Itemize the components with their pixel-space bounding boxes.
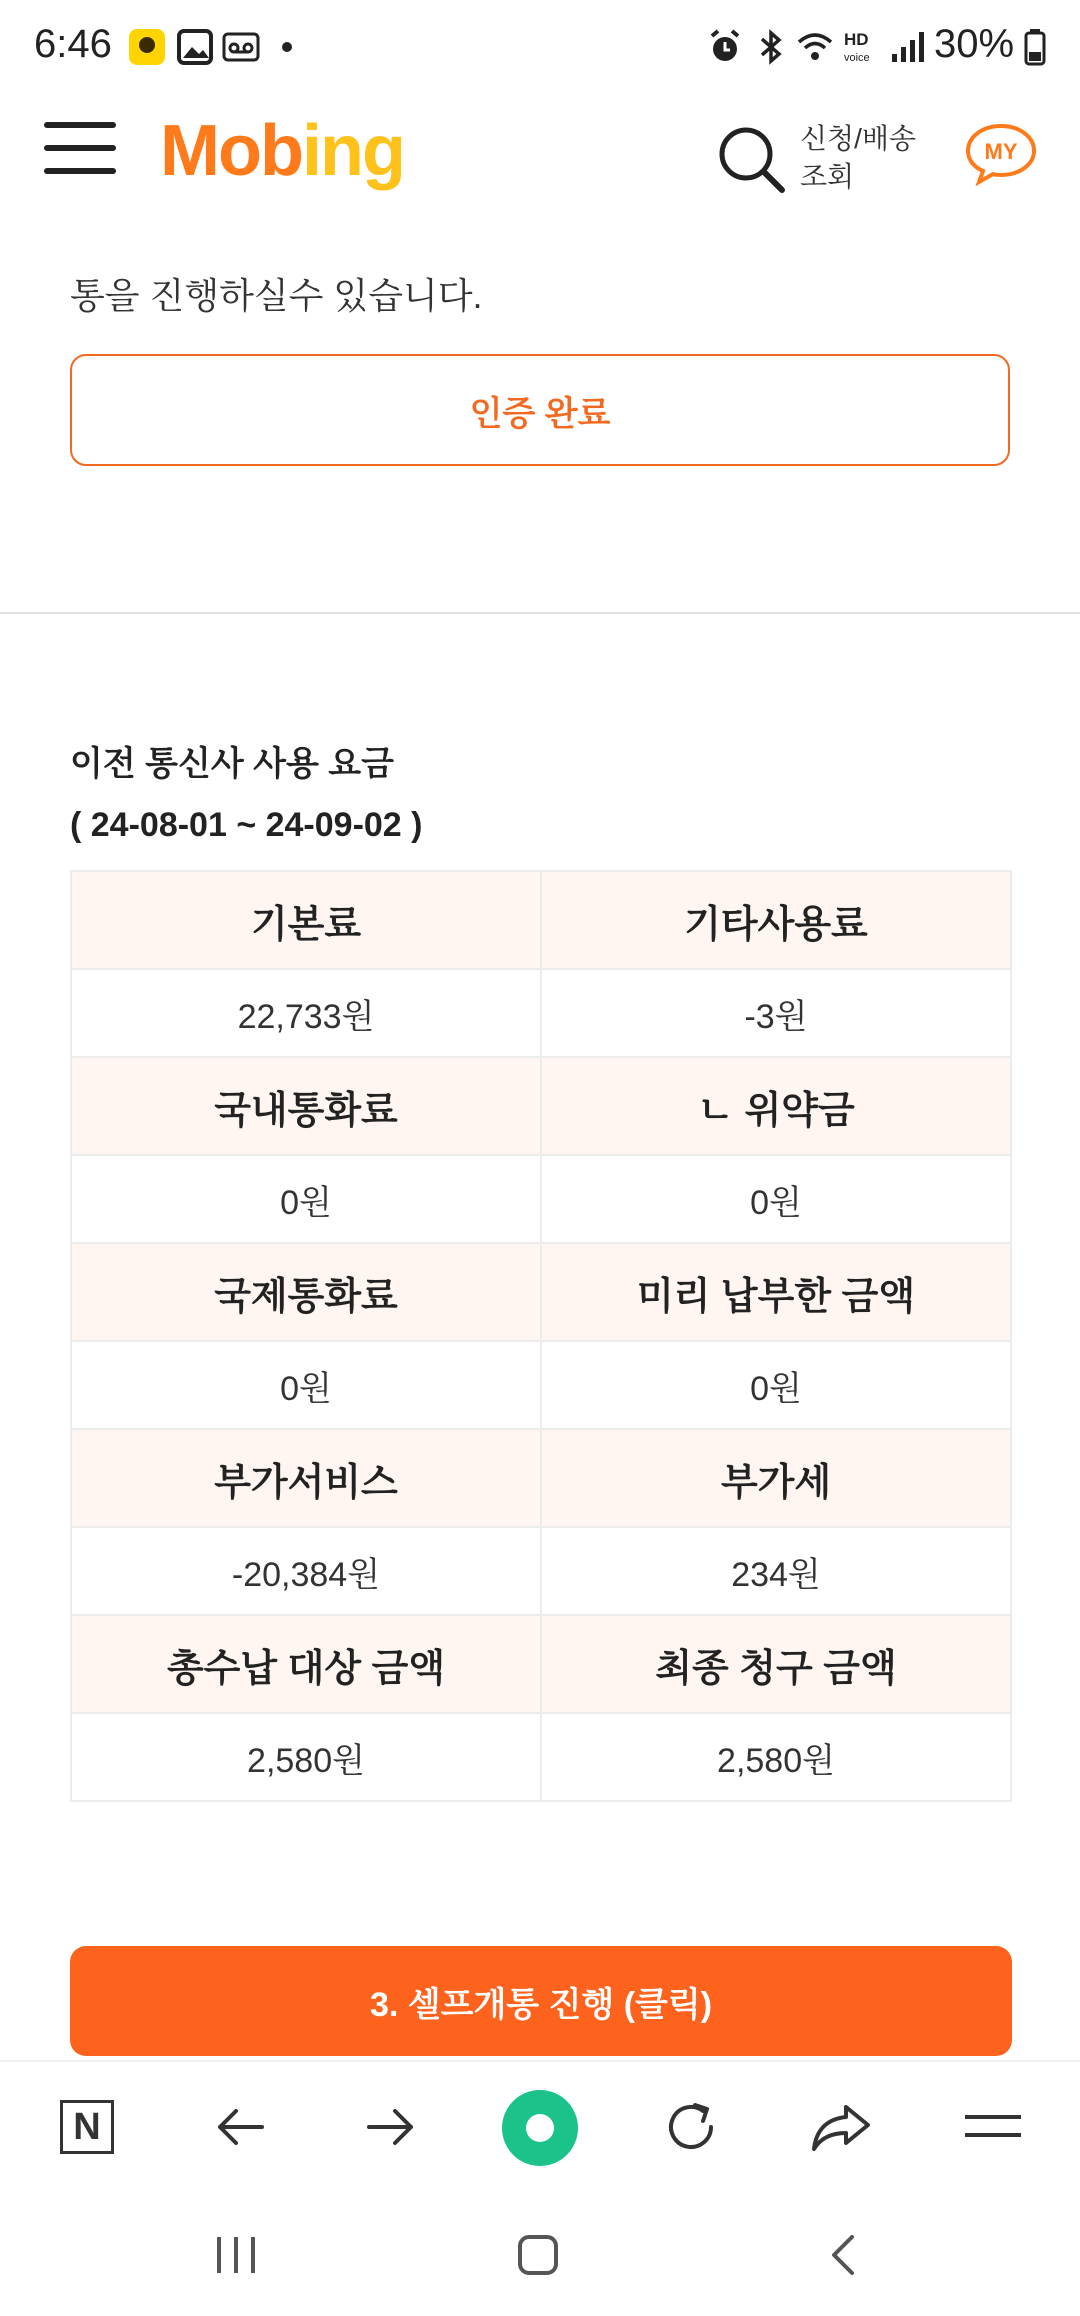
logo-letter-i: i: [301, 111, 320, 191]
auth-instructions-text: 통을 진행하실수 있습니다.: [70, 275, 483, 316]
recent-apps-button[interactable]: [206, 2230, 266, 2280]
refresh-icon: [661, 2097, 721, 2157]
table-row: [71, 1341, 1011, 1429]
fee-label: ㄴ 위약금: [541, 1057, 1011, 1155]
more-notifications-dot-icon: [280, 40, 294, 54]
fee-value: 234원: [541, 1527, 1011, 1615]
signal-icon: [888, 28, 926, 66]
hd-voice-icon: [842, 28, 880, 66]
status-bar: [0, 0, 1080, 96]
fee-value: 0원: [71, 1155, 541, 1243]
order-tracking-link[interactable]: [800, 120, 916, 196]
fee-label: 국내통화료: [71, 1057, 541, 1155]
table-row: [71, 1713, 1011, 1801]
fee-period: ( 24-08-01 ~ 24-09-02 ): [70, 806, 423, 844]
forward-button[interactable]: [356, 2092, 426, 2162]
logo-letter-m: M: [160, 111, 218, 191]
gallery-notification-icon: [176, 28, 214, 66]
browser-menu-button[interactable]: [958, 2092, 1028, 2162]
bluetooth-icon: [752, 28, 790, 66]
status-time: 6:46: [34, 22, 112, 66]
self-activation-button[interactable]: 3. 셀프개통 진행 (클릭): [70, 1946, 1012, 2056]
browser-toolbar: [0, 2060, 1080, 2192]
back-nav-button[interactable]: [814, 2230, 874, 2280]
fee-label: 부가세: [541, 1429, 1011, 1527]
kakao-notification-icon: [128, 28, 166, 66]
fee-label: 부가서비스: [71, 1429, 541, 1527]
back-chevron-icon: [824, 2231, 864, 2279]
table-row-header: [71, 1429, 1011, 1527]
fee-label: 기타사용료: [541, 871, 1011, 969]
table-row-header: [71, 1057, 1011, 1155]
fee-value: 22,733원: [71, 969, 541, 1057]
search-icon[interactable]: [716, 124, 786, 194]
table-row-header: [71, 1615, 1011, 1713]
fee-value: 2,580원: [71, 1713, 541, 1801]
table-row: [71, 1155, 1011, 1243]
refresh-button[interactable]: [656, 2092, 726, 2162]
fee-table: [70, 870, 1012, 1802]
fee-value: 2,580원: [541, 1713, 1011, 1801]
home-dot-icon: [502, 2090, 578, 2166]
recent-apps-icon: [211, 2233, 261, 2277]
battery-percent: 30%: [934, 22, 1015, 66]
back-button[interactable]: [205, 2092, 275, 2162]
table-row: [71, 1527, 1011, 1615]
share-button[interactable]: [806, 2092, 876, 2162]
home-nav-button[interactable]: [508, 2230, 568, 2280]
my-page-icon[interactable]: [964, 122, 1038, 186]
fee-value: 0원: [541, 1341, 1011, 1429]
svg-text:voice: voice: [844, 52, 870, 64]
home-square-icon: [514, 2231, 562, 2279]
site-header: [0, 96, 1080, 222]
svg-text:HD: HD: [844, 30, 869, 49]
back-arrow-icon: [212, 2099, 268, 2155]
fee-section-title: 이전 통신사 사용 요금: [70, 745, 394, 783]
menu-icon: [963, 2107, 1023, 2147]
table-row-header: [71, 1243, 1011, 1341]
order-tracking-line1: 신청/배송: [800, 123, 916, 154]
my-label: MY: [984, 139, 1018, 164]
share-icon: [810, 2099, 872, 2155]
logo-letters-ng: ng: [319, 111, 404, 191]
forward-arrow-icon: [363, 2099, 419, 2155]
section-divider: [0, 612, 1080, 614]
voicemail-notification-icon: [222, 28, 260, 66]
fee-label: 국제통화료: [71, 1243, 541, 1341]
auth-complete-button[interactable]: 인증 완료: [70, 354, 1010, 466]
table-row: [71, 969, 1011, 1057]
n-tab-button[interactable]: [52, 2092, 122, 2162]
n-tab-icon: N: [60, 2100, 114, 2154]
mobing-logo[interactable]: [160, 110, 404, 192]
alarm-icon: [706, 28, 744, 66]
fee-label: 최종 청구 금액: [541, 1615, 1011, 1713]
battery-icon: [1024, 28, 1046, 66]
logo-letters-ob: ob: [217, 111, 302, 191]
fee-value: 0원: [541, 1155, 1011, 1243]
wifi-icon: [796, 28, 834, 66]
order-tracking-line2: 조회: [800, 161, 855, 192]
fee-label: 미리 납부한 금액: [541, 1243, 1011, 1341]
fee-value: -20,384원: [71, 1527, 541, 1615]
fee-value: 0원: [71, 1341, 541, 1429]
fee-value: -3원: [541, 969, 1011, 1057]
home-button[interactable]: [500, 2088, 580, 2168]
system-navigation-bar: [0, 2190, 1080, 2316]
fee-label: 기본료: [71, 871, 541, 969]
fee-label: 총수납 대상 금액: [71, 1615, 541, 1713]
table-row-header: [71, 871, 1011, 969]
hamburger-menu-icon[interactable]: [44, 122, 116, 182]
